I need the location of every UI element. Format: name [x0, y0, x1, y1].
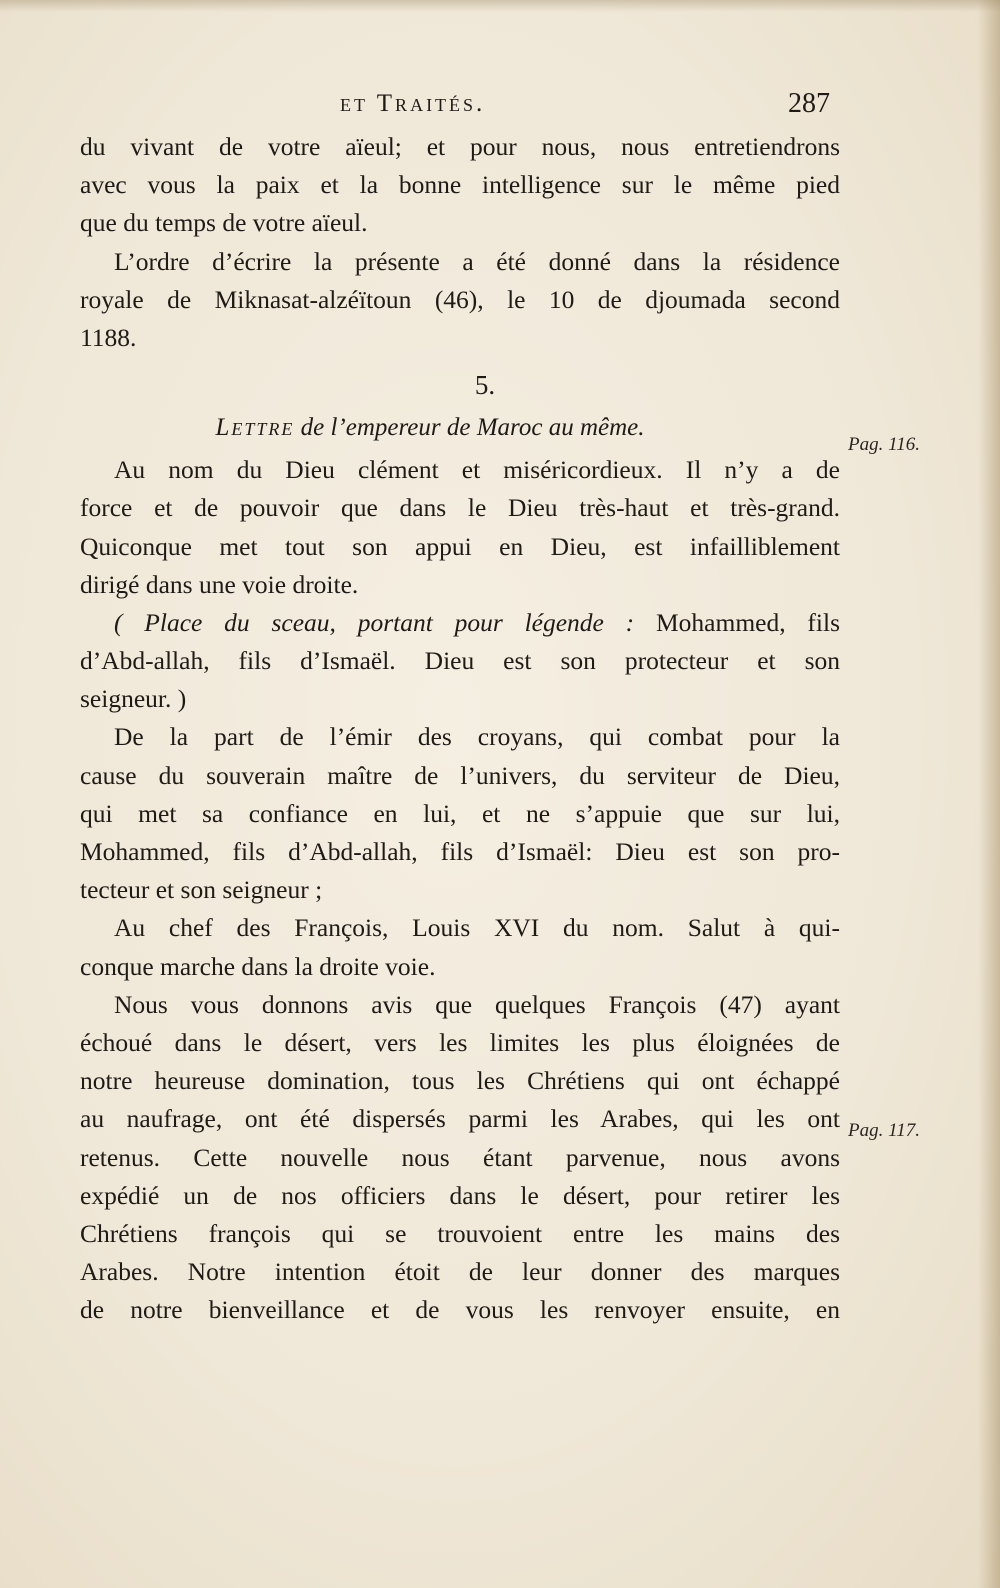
text-line: retenus. Cette nouvelle nous étant parvenue, nous avons — [80, 1142, 840, 1172]
text-line: du vivant de votre aïeul; et pour nous, nous entretiendrons — [80, 132, 840, 161]
text-line: force et de pouvoir que dans le Dieu très-haut et très-grand. — [80, 493, 840, 523]
text-line: tecteur et son seigneur ; — [80, 875, 323, 905]
text-line: échoué dans le désert, vers les limites les plus éloignées de — [80, 1027, 840, 1057]
text-line: dirigé dans une voie droite. — [80, 569, 359, 599]
text-line: 1188. — [80, 322, 137, 352]
text-line: Quiconque met tout son appui en Dieu, est infailliblement — [80, 531, 840, 561]
text-line: au naufrage, ont été dispersés parmi les Arabes, qui les ont — [80, 1104, 840, 1134]
seal-caption-italic: ( Place du sceau, portant pour légende : — [114, 607, 635, 637]
text-line: Au nom du Dieu clément et miséricordieux. Il n’y a de — [114, 455, 840, 485]
text-line: de notre bienveillance et de vous les renvoyer ensuite, en — [80, 1295, 840, 1325]
text-line: Mohammed, fils d’Abd-allah, fils d’Ismaël: Dieu est son pro- — [80, 837, 840, 866]
text-line: De la part de l’émir des croyans, qui combat pour la — [114, 722, 840, 752]
letter-title-caps: Lettre — [215, 414, 295, 442]
text-line: d’Abd-allah, fils d’Ismaël. Dieu est son protecteur et son — [80, 646, 840, 676]
page-header — [80, 86, 840, 124]
text-line: L’ordre d’écrire la présente a été donné dans la résidence — [114, 246, 840, 276]
text-line — [80, 604, 840, 642]
body-text — [80, 128, 840, 1329]
text-line: Nous vous donnons avis que quelques François (47) ayant — [114, 989, 840, 1019]
text-line: seigneur. ) — [80, 684, 187, 714]
page-right-edge — [978, 0, 1000, 1588]
page-number: 287 — [788, 88, 830, 119]
letter-title — [80, 405, 840, 451]
text-line: conque marche dans la droite voie. — [80, 951, 436, 981]
text-line: cause du souverain maître de l’univers, du serviteur de Dieu, — [80, 760, 840, 790]
text-line: Chrétiens françois qui se trouvoient entre les mains des — [80, 1218, 840, 1248]
letter-title-rest: de l’empereur de Maroc au même. — [294, 414, 645, 442]
text-line: Arabes. Notre intention étoit de leur donner des marques — [80, 1257, 840, 1287]
section-number: 5. — [474, 370, 496, 401]
margin-note-page-116: Pag. 116. — [848, 434, 920, 455]
text-line: Au chef des François, Louis XVI du nom. Salut à qui- — [114, 913, 840, 943]
margin-note-page-117: Pag. 117. — [848, 1120, 920, 1141]
seal-caption-rest: Mohammed, fils — [634, 607, 840, 637]
text-line: que du temps de votre aïeul. — [80, 208, 368, 238]
running-head: et Traités. — [340, 90, 486, 117]
text-line: notre heureuse domination, tous les Chrétiens qui ont échappé — [80, 1066, 840, 1096]
text-line: avec vous la paix et la bonne intelligence sur le même pied — [80, 170, 840, 200]
page-top-shadow — [0, 0, 1000, 12]
text-line: royale de Miknasat-alzéïtoun (46), le 10 de djoumada second — [80, 284, 840, 314]
text-line: expédié un de nos officiers dans le désert, pour retirer les — [80, 1180, 840, 1210]
text-line: qui met sa confiance en lui, et ne s’appuie que sur lui, — [80, 798, 840, 828]
